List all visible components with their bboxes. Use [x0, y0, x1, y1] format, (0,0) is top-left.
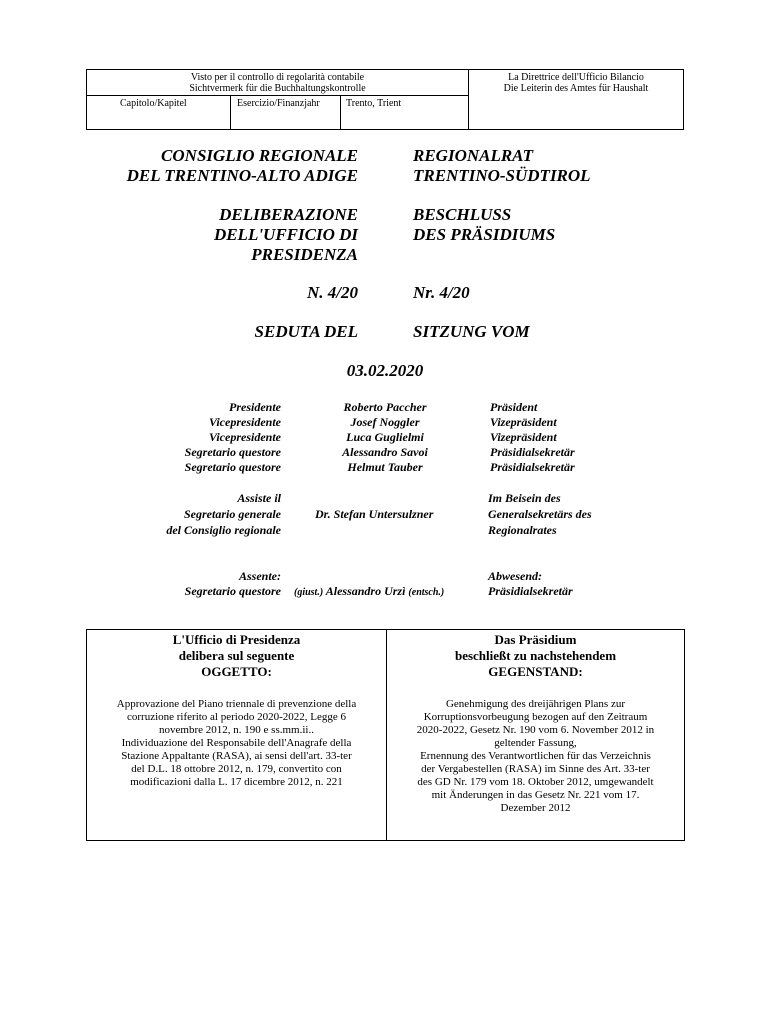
delib-title-de-2: DES PRÄSIDIUMS	[413, 225, 556, 244]
subject-header-de-1: Das Präsidium	[494, 632, 577, 647]
subject-header-de	[387, 632, 684, 680]
assists-label-de-3: Regionalrates	[488, 523, 557, 537]
subject-box	[86, 629, 685, 841]
subject-line-de: der Vergabestellen (RASA) im Sinne des Art. 33-ter	[421, 763, 650, 775]
subject-line-de: des GD Nr. 179 vom 18. Oktober 2012, umgewandelt	[417, 776, 654, 788]
assists-label-de-2: Generalsekretärs des	[488, 507, 592, 521]
subject-body-de	[387, 698, 684, 815]
delib-number-it: N. 4/20	[307, 283, 358, 302]
visto-text-it: Visto per il controllo di regolarità contabile	[190, 72, 365, 83]
session-label-it: SEDUTA DEL	[254, 322, 358, 341]
member-role-de: Vizepräsident	[490, 430, 557, 444]
absent-label-de: Abwesend:	[488, 569, 542, 583]
accounting-check-box	[86, 69, 684, 130]
absent-suffix: (entsch.)	[408, 587, 445, 598]
subject-line-de: mit Änderungen in das Gesetz Nr. 221 vom 17.	[431, 789, 640, 801]
absent-prefix: (giust.)	[294, 587, 324, 598]
subject-header-de-3: GEGENSTAND:	[488, 664, 583, 679]
org-title-it-2: DEL TRENTINO-ALTO ADIGE	[126, 166, 358, 185]
subject-line-de: Korruptionsvorbeugung bezogen auf den Zeitraum	[423, 711, 648, 723]
absent-label-it: Assente:	[239, 569, 281, 583]
absent-member	[294, 584, 444, 600]
subject-line-de: Genehmigung des dreijährigen Plans zur	[445, 698, 625, 710]
org-title-de-2: TRENTINO-SÜDTIROL	[413, 166, 591, 185]
member-role-it: Segretario questore	[184, 460, 281, 474]
director-de: Die Leiterin des Amtes für Haushalt	[503, 83, 649, 94]
member-role-de: Vizepräsident	[490, 415, 557, 429]
secretary-general-name: Dr. Stefan Untersulzner	[315, 507, 434, 521]
member-name: Roberto Paccher	[343, 400, 427, 414]
director-it: La Direttrice dell'Ufficio Bilancio	[508, 72, 644, 83]
esercizio-label: Esercizio/Finanzjahr	[237, 98, 320, 109]
subject-header-it-1: L'Ufficio di Presidenza	[172, 632, 301, 647]
subject-header-it-3: OGGETTO:	[201, 664, 272, 679]
subject-line-de: Ernennung des Verantwortlichen für das Verzeichnis	[420, 750, 651, 762]
subject-line-de: geltender Fassung,	[494, 737, 577, 749]
member-name: Alessandro Savoi	[342, 445, 428, 459]
subject-header-it	[87, 632, 386, 680]
member-role-it: Segretario questore	[184, 445, 281, 459]
delib-number-de: Nr. 4/20	[413, 283, 470, 302]
session-label-de: SITZUNG VOM	[413, 322, 530, 341]
subject-line-it: Individuazione del Responsabile dell'Anagrafe della	[121, 737, 352, 749]
subject-line-it: modificazioni dalla L. 17 dicembre 2012, n. 221	[130, 776, 343, 788]
absent-role-de: Präsidialsekretär	[488, 584, 573, 598]
subject-line-de: 2020-2022, Gesetz Nr. 190 vom 6. November 2012 in	[416, 724, 655, 736]
assists-label-it-3: del Consiglio regionale	[166, 523, 281, 537]
delib-title-it-3: PRESIDENZA	[251, 245, 358, 264]
member-role-it: Presidente	[229, 400, 281, 414]
member-role-it: Vicepresidente	[209, 430, 281, 444]
subject-body-it	[87, 698, 386, 789]
subject-line-it: Stazione Appaltante (RASA), ai sensi dell'art. 33-ter	[121, 750, 352, 762]
subject-line-it: novembre 2012, n. 190 e ss.mm.ii..	[159, 724, 314, 736]
visto-text-de: Sichtvermerk für die Buchhaltungskontrolle	[189, 83, 366, 94]
assists-label-it-1: Assiste il	[237, 491, 281, 505]
delib-title-it-2: DELL'UFFICIO DI	[213, 225, 358, 244]
member-role-de: Präsident	[490, 400, 538, 414]
subject-header-de-2: beschließt zu nachstehendem	[454, 648, 617, 663]
subject-header-it-2: delibera sul seguente	[178, 648, 295, 663]
subject-line-it: corruzione riferito al periodo 2020-2022, Legge 6	[126, 711, 346, 723]
org-title-de-1: REGIONALRAT	[413, 146, 533, 165]
subject-line-it: del D.L. 18 ottobre 2012, n. 179, convertito con	[131, 763, 342, 775]
subject-line-it: Approvazione del Piano triennale di prevenzione della	[116, 698, 357, 710]
absent-role-it: Segretario questore	[184, 584, 281, 598]
session-date: 03.02.2020	[346, 361, 424, 380]
member-name: Josef Noggler	[350, 415, 420, 429]
member-role-it: Vicepresidente	[209, 415, 281, 429]
assists-label-it-2: Segretario generale	[184, 507, 281, 521]
capitolo-label: Capitolo/Kapitel	[120, 98, 187, 109]
absent-member-name: Alessandro Urzì	[325, 584, 406, 598]
delib-title-it-1: DELIBERAZIONE	[219, 205, 358, 224]
subject-line-de: Dezember 2012	[500, 802, 571, 814]
assists-label-de-1: Im Beisein des	[488, 491, 561, 505]
member-name: Helmut Tauber	[347, 460, 423, 474]
place-label: Trento, Trient	[346, 98, 402, 109]
org-title-it-1: CONSIGLIO REGIONALE	[161, 146, 358, 165]
member-role-de: Präsidialsekretär	[490, 460, 575, 474]
member-name: Luca Guglielmi	[346, 430, 424, 444]
member-role-de: Präsidialsekretär	[490, 445, 575, 459]
delib-title-de-1: BESCHLUSS	[413, 205, 512, 224]
